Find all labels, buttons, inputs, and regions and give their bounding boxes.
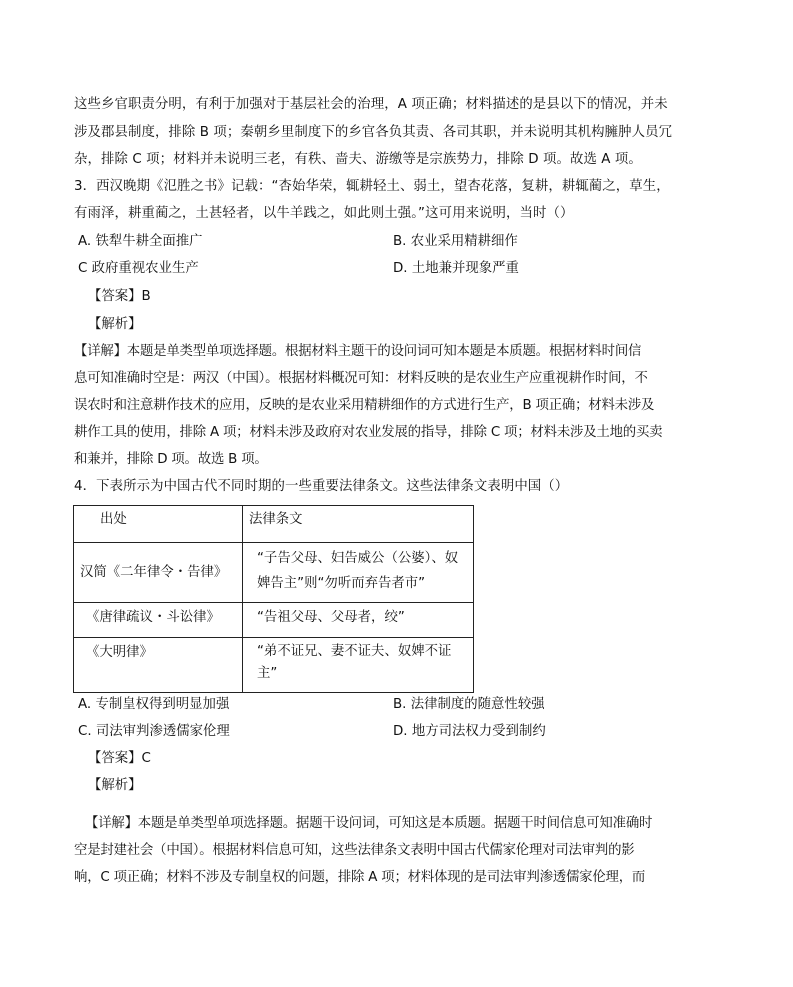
q4-option-d: D. 地方司法权力受到制约 [393,724,546,739]
q3-answer: 【答案】B [88,289,151,304]
table-row [74,543,474,603]
paragraph-line: 杂，排除 C 项；材料并未说明三老，有秩、啬夫、游缴等是宗族势力，排除 D 项。故选 A 项。 [74,152,642,167]
q3-option-d: D. 土地兼并现象严重 [393,261,519,276]
table-cell-text: “弟不证兄、妻不证夫、奴婢不证主” [257,644,452,681]
q3-detail-line: 息可知准确时空是：两汉（中国）。根据材料概况可知：材料反映的是农业生产应重视耕作时间，不 [74,371,648,386]
q4-detail-line: 响，C 项正确；材料不涉及专制皇权的问题，排除 A 项；材料体现的是司法审判渗透儒家伦理，而 [74,870,646,885]
paragraph-line: 涉及郡县制度，排除 B 项；秦朝乡里制度下的乡官各负其责、各司其职，并未说明其机构臃肿人员冗 [74,125,673,140]
law-table [73,505,474,693]
table-header-row [74,506,474,543]
table-cell-source: 《唐律疏议・斗讼律》 [86,610,220,625]
table-cell-text: “告祖父母、父母者，绞” [257,610,405,625]
q3-detail-line: 和兼并，排除 D 项。故选 B 项。 [74,452,268,467]
q4-answer: 【答案】C [88,751,151,766]
table-cell-source: 《大明律》 [86,645,153,660]
table-row [74,603,474,638]
q4-analysis-label: 【解析】 [88,778,142,793]
q3-detail-line: 误农时和注意耕作技术的应用，反映的是农业采用精耕细作的方式进行生产，B 项正确；材料未涉及 [74,398,655,413]
q4-detail-line: 【详解】本题是单类型单项选择题。据题干设问词，可知这是本质题。据题干时间信息可知准确时 [85,816,653,831]
q4-option-b: B. 法律制度的随意性较强 [393,697,545,712]
q3-option-b: B. 农业采用精耕细作 [393,234,518,249]
q3-analysis-label: 【解析】 [88,317,142,332]
q4-detail-line: 空是封建社会（中国）。根据材料信息可知，这些法律条文表明中国古代儒家伦理对司法审判的影 [74,843,635,858]
question-3-stem: 3．西汉晚期《氾胜之书》记载：“杏始华荣，辄耕轻土、弱土，望杏花落，复耕，耕辄蔺之，草生， [74,179,670,194]
paragraph-line: 这些乡官职责分明，有利于加强对于基层社会的治理，A 项正确；材料描述的是县以下的情况，并未 [74,97,668,112]
question-3-stem: 有雨泽，耕重蔺之，土甚轻者，以牛羊践之，如此则土强。”这可用来说明，当时（） [74,206,574,221]
table-header: 法律条文 [249,512,303,527]
question-4-stem: 4．下表所示为中国古代不同时期的一些重要法律条文。这些法律条文表明中国（） [74,479,569,494]
q3-option-a: A. 铁犁牛耕全面推广 [78,234,203,249]
table-row [74,638,474,693]
q3-option-c: C 政府重视农业生产 [78,261,199,276]
table-header: 出处 [100,512,127,527]
table-cell-source: 汉简《二年律令・告律》 [80,564,228,580]
q4-option-a: A. 专制皇权得到明显加强 [78,697,230,712]
q4-option-c: C. 司法审判渗透儒家伦理 [78,724,230,739]
q3-detail-line: 耕作工具的使用，排除 A 项；材料未涉及政府对农业发展的指导，排除 C 项；材料未涉及土地的买卖 [74,425,663,440]
q3-detail-line: 【详解】本题是单类型单项选择题。根据材料主题干的设问词可知本题是本质题。根据材料时间信 [74,344,642,359]
table-cell-text: “子告父母、妇告威公（公婆）、奴婢告主”则“勿听而弃告者市” [257,551,459,591]
